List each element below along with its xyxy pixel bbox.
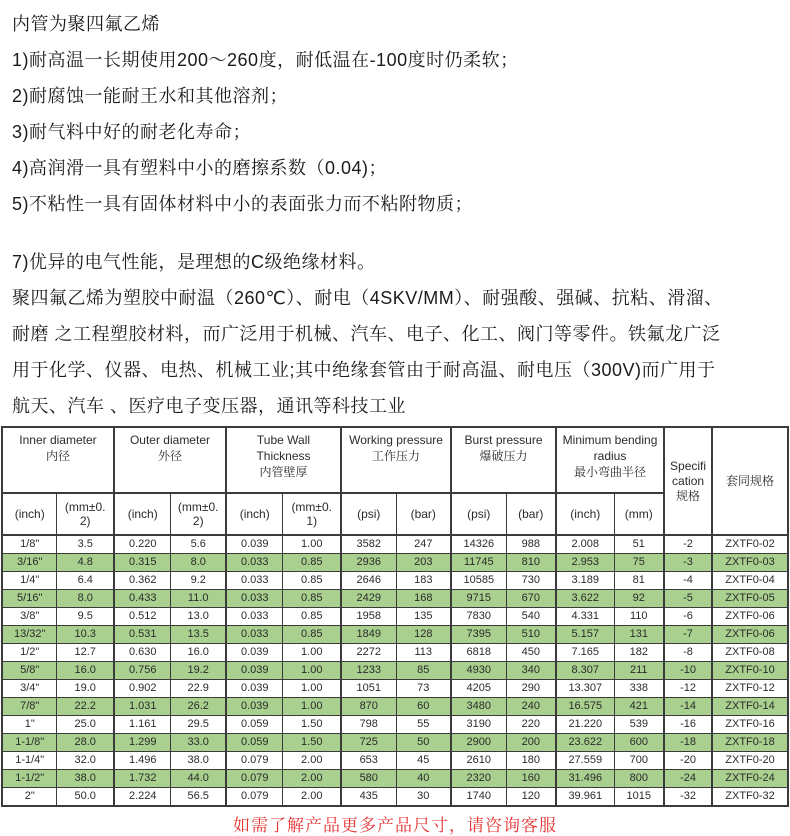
spec-table-header xyxy=(2,427,788,535)
table-row xyxy=(2,734,788,752)
table-cell: 38.0 xyxy=(57,770,114,788)
table-cell: 1.00 xyxy=(283,680,341,698)
table-row xyxy=(2,788,788,807)
table-cell: 110 xyxy=(614,608,664,626)
table-cell: 7395 xyxy=(451,626,506,644)
table-cell: 1/4" xyxy=(2,572,57,590)
table-cell: 3.5 xyxy=(57,535,114,554)
description-line: 用于化学、仪器、电热、机械工业;其中绝缘套管由于耐高温、耐电压（300V)而广用于 xyxy=(12,360,716,380)
table-cell: 3.189 xyxy=(556,572,614,590)
col-subheader: (mm±0.2) xyxy=(57,493,114,535)
table-cell: 540 xyxy=(506,608,556,626)
table-cell: 8.307 xyxy=(556,662,614,680)
table-cell: 1051 xyxy=(341,680,396,698)
table-cell: -18 xyxy=(664,734,712,752)
table-cell: 203 xyxy=(396,554,451,572)
table-cell: 81 xyxy=(614,572,664,590)
table-cell: 2.008 xyxy=(556,535,614,554)
col-subheader: (bar) xyxy=(506,493,556,535)
table-cell: 3582 xyxy=(341,535,396,554)
table-cell: 0.079 xyxy=(226,788,283,807)
table-cell: 2.00 xyxy=(283,752,341,770)
col-header-zh: 内径 xyxy=(45,449,70,463)
col-header-zh: 工作压力 xyxy=(372,449,421,463)
table-cell: 13.307 xyxy=(556,680,614,698)
table-row xyxy=(2,608,788,626)
col-header-en: Working pressure xyxy=(349,433,443,447)
col-group-header xyxy=(114,427,226,493)
table-cell: 16.0 xyxy=(57,662,114,680)
table-cell: 1849 xyxy=(341,626,396,644)
table-cell: 12.7 xyxy=(57,644,114,662)
table-cell: 26.2 xyxy=(171,698,226,716)
table-cell: 3/8" xyxy=(2,608,57,626)
table-cell: 85 xyxy=(396,662,451,680)
table-cell: 183 xyxy=(396,572,451,590)
table-cell: ZXTF0-02 xyxy=(712,535,788,554)
table-cell: 5/8" xyxy=(2,662,57,680)
table-cell: 73 xyxy=(396,680,451,698)
table-cell: 2610 xyxy=(451,752,506,770)
table-cell: 798 xyxy=(341,716,396,734)
table-cell: 1-1/4" xyxy=(2,752,57,770)
table-row xyxy=(2,716,788,734)
spec-table-body xyxy=(2,535,788,806)
table-cell: 7830 xyxy=(451,608,506,626)
table-cell: 10585 xyxy=(451,572,506,590)
table-cell: 1/2" xyxy=(2,644,57,662)
table-cell: 653 xyxy=(341,752,396,770)
table-cell: ZXTF0-16 xyxy=(712,716,788,734)
table-cell: 338 xyxy=(614,680,664,698)
table-cell: 870 xyxy=(341,698,396,716)
table-cell: 1958 xyxy=(341,608,396,626)
col-group-header xyxy=(226,427,341,493)
table-cell: 13.0 xyxy=(171,608,226,626)
col-subheader: (inch) xyxy=(226,493,283,535)
description-line: 5)不粘性一具有固体材料中小的表面张力而不粘附物质； xyxy=(12,194,474,214)
table-cell: 4.331 xyxy=(556,608,614,626)
col-subheader: (bar) xyxy=(396,493,451,535)
table-cell: -20 xyxy=(664,752,712,770)
table-cell: 1.00 xyxy=(283,698,341,716)
table-cell: 160 xyxy=(506,770,556,788)
table-cell: 435 xyxy=(341,788,396,807)
table-cell: 2" xyxy=(2,788,57,807)
description-line: 4)高润滑一具有塑料中小的磨擦系数（0.04)； xyxy=(12,158,388,178)
col-header-zh: 规格 xyxy=(676,488,701,503)
col-header-zh: 内管壁厚 xyxy=(259,465,308,479)
table-cell: 1.732 xyxy=(114,770,171,788)
description-line: 内管为聚四氟乙烯 xyxy=(12,14,160,34)
table-cell: 50 xyxy=(396,734,451,752)
col-header-en: Outer diameter xyxy=(129,433,210,447)
table-row xyxy=(2,626,788,644)
table-cell: 988 xyxy=(506,535,556,554)
table-cell: ZXTF0-04 xyxy=(712,572,788,590)
table-cell: ZXTF0-14 xyxy=(712,698,788,716)
table-row xyxy=(2,554,788,572)
table-cell: 8.0 xyxy=(171,554,226,572)
table-cell: 0.059 xyxy=(226,716,283,734)
table-row xyxy=(2,572,788,590)
table-cell: 1.00 xyxy=(283,535,341,554)
description-line: 耐磨 之工程塑胶材料，而广泛用于机械、汽车、电子、化工、阀门等零件。铁氟龙广泛 xyxy=(12,324,721,344)
table-cell: 22.9 xyxy=(171,680,226,698)
table-cell: 580 xyxy=(341,770,396,788)
table-cell: 16.575 xyxy=(556,698,614,716)
table-cell: 0.039 xyxy=(226,662,283,680)
col-group-header xyxy=(2,427,114,493)
table-cell: 3/4" xyxy=(2,680,57,698)
table-cell: 200 xyxy=(506,734,556,752)
table-cell: 2.00 xyxy=(283,770,341,788)
contact-support-note: 如需了解产品更多产品尺寸，请咨询客服 xyxy=(233,816,557,835)
table-cell: ZXTF0-12 xyxy=(712,680,788,698)
table-cell: 45 xyxy=(396,752,451,770)
table-cell: -3 xyxy=(664,554,712,572)
table-cell: 182 xyxy=(614,644,664,662)
table-cell: 0.039 xyxy=(226,535,283,554)
table-cell: 0.033 xyxy=(226,554,283,572)
col-header-en: Tube Wall Thickness xyxy=(256,433,311,463)
table-cell: -6 xyxy=(664,608,712,626)
table-cell: 2.224 xyxy=(114,788,171,807)
table-cell: 211 xyxy=(614,662,664,680)
table-cell: 5.157 xyxy=(556,626,614,644)
table-cell: 0.512 xyxy=(114,608,171,626)
table-cell: 450 xyxy=(506,644,556,662)
col-group-header xyxy=(556,427,664,493)
table-cell: 340 xyxy=(506,662,556,680)
table-cell: 1/8" xyxy=(2,535,57,554)
table-cell: 4205 xyxy=(451,680,506,698)
table-cell: 8.0 xyxy=(57,590,114,608)
table-cell: 131 xyxy=(614,626,664,644)
table-row xyxy=(2,535,788,554)
table-cell: 1015 xyxy=(614,788,664,807)
col-header-zh: 外径 xyxy=(157,449,182,463)
table-cell: -2 xyxy=(664,535,712,554)
table-cell: 7.165 xyxy=(556,644,614,662)
table-cell: 0.079 xyxy=(226,770,283,788)
table-cell: 51 xyxy=(614,535,664,554)
col-subheader: (mm) xyxy=(614,493,664,535)
table-cell: 0.033 xyxy=(226,626,283,644)
table-cell: 11.0 xyxy=(171,590,226,608)
table-cell: 23.622 xyxy=(556,734,614,752)
table-cell: 0.85 xyxy=(283,590,341,608)
table-cell: 510 xyxy=(506,626,556,644)
table-cell: 31.496 xyxy=(556,770,614,788)
table-cell: 0.433 xyxy=(114,590,171,608)
table-cell: 0.85 xyxy=(283,554,341,572)
col-subheader: (inch) xyxy=(114,493,171,535)
table-cell: 4.8 xyxy=(57,554,114,572)
table-cell: -12 xyxy=(664,680,712,698)
table-cell: 13/32" xyxy=(2,626,57,644)
table-cell: 135 xyxy=(396,608,451,626)
table-row xyxy=(2,662,788,680)
table-cell: 16.0 xyxy=(171,644,226,662)
table-cell: 6.4 xyxy=(57,572,114,590)
table-cell: ZXTF0-18 xyxy=(712,734,788,752)
table-cell: 240 xyxy=(506,698,556,716)
table-cell: 0.902 xyxy=(114,680,171,698)
table-cell: 30 xyxy=(396,788,451,807)
table-cell: 670 xyxy=(506,590,556,608)
table-row xyxy=(2,590,788,608)
table-cell: 120 xyxy=(506,788,556,807)
table-cell: 55 xyxy=(396,716,451,734)
table-cell: 0.079 xyxy=(226,752,283,770)
table-cell: 3/16" xyxy=(2,554,57,572)
table-cell: 1740 xyxy=(451,788,506,807)
table-cell: -14 xyxy=(664,698,712,716)
table-cell: 4930 xyxy=(451,662,506,680)
table-cell: 75 xyxy=(614,554,664,572)
col-header-en: Burst pressure xyxy=(464,433,543,447)
table-cell: ZXTF0-08 xyxy=(712,644,788,662)
header-group-row xyxy=(2,427,788,493)
table-cell: 1.00 xyxy=(283,662,341,680)
col-group-header xyxy=(451,427,556,493)
table-cell: ZXTF0-05 xyxy=(712,590,788,608)
table-cell: 1" xyxy=(2,716,57,734)
table-cell: 1233 xyxy=(341,662,396,680)
col-header-en: Specification xyxy=(670,458,707,488)
table-cell: 800 xyxy=(614,770,664,788)
table-cell: 290 xyxy=(506,680,556,698)
col-header-zh: 爆破压力 xyxy=(479,449,528,463)
table-cell: 2936 xyxy=(341,554,396,572)
table-cell: 32.0 xyxy=(57,752,114,770)
description-line: 聚四氟乙烯为塑胶中耐温（260℃）、耐电（4SKV/MM）、耐强酸、强碱、抗粘、滑溜、 xyxy=(12,288,723,308)
table-cell: -24 xyxy=(664,770,712,788)
table-cell: 92 xyxy=(614,590,664,608)
table-cell: 168 xyxy=(396,590,451,608)
table-cell: 9.5 xyxy=(57,608,114,626)
table-cell: 2320 xyxy=(451,770,506,788)
table-row xyxy=(2,644,788,662)
table-cell: 9715 xyxy=(451,590,506,608)
table-row xyxy=(2,752,788,770)
col-subheader: (mm±0.1) xyxy=(283,493,341,535)
table-cell: 220 xyxy=(506,716,556,734)
table-cell: 5/16" xyxy=(2,590,57,608)
table-cell: ZXTF0-10 xyxy=(712,662,788,680)
table-cell: 1.161 xyxy=(114,716,171,734)
table-cell: 21.220 xyxy=(556,716,614,734)
col-header-en: Inner diameter xyxy=(19,433,97,447)
table-cell: 39.961 xyxy=(556,788,614,807)
table-cell: 28.0 xyxy=(57,734,114,752)
table-cell: 0.85 xyxy=(283,608,341,626)
table-cell: 3190 xyxy=(451,716,506,734)
table-cell: 1-1/8" xyxy=(2,734,57,752)
table-cell: 6818 xyxy=(451,644,506,662)
table-cell: 0.039 xyxy=(226,644,283,662)
table-cell: ZXTF0-03 xyxy=(712,554,788,572)
col-subheader: (psi) xyxy=(341,493,396,535)
table-cell: 22.2 xyxy=(57,698,114,716)
table-cell: 1.00 xyxy=(283,644,341,662)
description-line: 3)耐气料中好的耐老化寿命； xyxy=(12,122,252,142)
table-cell: 0.362 xyxy=(114,572,171,590)
table-cell: 1.50 xyxy=(283,734,341,752)
table-cell: ZXTF0-24 xyxy=(712,770,788,788)
table-cell: ZXTF0-20 xyxy=(712,752,788,770)
table-cell: 730 xyxy=(506,572,556,590)
table-cell: 0.756 xyxy=(114,662,171,680)
description-line: 1)耐高温一长期使用200～260度，耐低温在-100度时仍柔软； xyxy=(12,50,519,70)
table-cell: -8 xyxy=(664,644,712,662)
table-cell: 0.85 xyxy=(283,626,341,644)
table-cell: 0.630 xyxy=(114,644,171,662)
table-cell: 9.2 xyxy=(171,572,226,590)
col-subheader: (mm±0.2) xyxy=(171,493,226,535)
table-cell: 700 xyxy=(614,752,664,770)
table-cell: 0.315 xyxy=(114,554,171,572)
table-cell: 0.059 xyxy=(226,734,283,752)
table-cell: 600 xyxy=(614,734,664,752)
col-subheader: (psi) xyxy=(451,493,506,535)
table-cell: 19.2 xyxy=(171,662,226,680)
table-cell: 0.85 xyxy=(283,572,341,590)
description-line: 7)优异的电气性能，是理想的C级绝缘材料。 xyxy=(12,252,376,272)
table-cell: 2.953 xyxy=(556,554,614,572)
spec-table xyxy=(1,426,789,807)
table-cell: 0.033 xyxy=(226,608,283,626)
table-cell: 113 xyxy=(396,644,451,662)
table-cell: 128 xyxy=(396,626,451,644)
table-cell: 0.531 xyxy=(114,626,171,644)
table-cell: -10 xyxy=(664,662,712,680)
col-subheader: (inch) xyxy=(2,493,57,535)
table-cell: 33.0 xyxy=(171,734,226,752)
table-cell: 10.3 xyxy=(57,626,114,644)
table-cell: 50.0 xyxy=(57,788,114,807)
table-cell: 810 xyxy=(506,554,556,572)
table-cell: 56.5 xyxy=(171,788,226,807)
table-cell: 11745 xyxy=(451,554,506,572)
table-row xyxy=(2,698,788,716)
table-cell: 27.559 xyxy=(556,752,614,770)
table-cell: ZXTF0-06 xyxy=(712,608,788,626)
table-cell: 38.0 xyxy=(171,752,226,770)
table-cell: 2429 xyxy=(341,590,396,608)
table-cell: 1.031 xyxy=(114,698,171,716)
table-cell: 180 xyxy=(506,752,556,770)
table-cell: 19.0 xyxy=(57,680,114,698)
table-cell: ZXTF0-06 xyxy=(712,626,788,644)
table-cell: -5 xyxy=(664,590,712,608)
table-cell: 14326 xyxy=(451,535,506,554)
col-subheader: (inch) xyxy=(556,493,614,535)
col-header-zh: 套同规格 xyxy=(726,473,775,488)
col-group-header xyxy=(712,427,788,535)
description-line: 航天、汽车 、医疗电子变压器，通讯等科技工业 xyxy=(12,396,406,416)
table-cell: 1.496 xyxy=(114,752,171,770)
table-cell: -16 xyxy=(664,716,712,734)
table-cell: 29.5 xyxy=(171,716,226,734)
table-cell: 247 xyxy=(396,535,451,554)
table-cell: 7/8" xyxy=(2,698,57,716)
table-cell: 5.6 xyxy=(171,535,226,554)
table-cell: 3480 xyxy=(451,698,506,716)
table-cell: 3.622 xyxy=(556,590,614,608)
table-row xyxy=(2,680,788,698)
table-cell: 2900 xyxy=(451,734,506,752)
table-cell: 2646 xyxy=(341,572,396,590)
table-cell: 0.033 xyxy=(226,590,283,608)
table-cell: 60 xyxy=(396,698,451,716)
col-header-zh: 最小弯曲半径 xyxy=(574,465,647,479)
table-cell: 421 xyxy=(614,698,664,716)
table-row xyxy=(2,770,788,788)
description-line: 2)耐腐蚀一能耐王水和其他溶剂； xyxy=(12,86,289,106)
table-cell: 1-1/2" xyxy=(2,770,57,788)
col-group-header xyxy=(664,427,712,535)
table-cell: 1.299 xyxy=(114,734,171,752)
col-group-header xyxy=(341,427,451,493)
table-cell: 0.033 xyxy=(226,572,283,590)
table-cell: 0.039 xyxy=(226,680,283,698)
table-cell: 44.0 xyxy=(171,770,226,788)
table-cell: 2272 xyxy=(341,644,396,662)
description-line xyxy=(12,222,790,244)
table-cell: 2.00 xyxy=(283,788,341,807)
table-cell: -7 xyxy=(664,626,712,644)
table-cell: 725 xyxy=(341,734,396,752)
table-cell: 13.5 xyxy=(171,626,226,644)
col-header-en: Minimum bending radius xyxy=(562,433,658,463)
table-cell: -4 xyxy=(664,572,712,590)
table-cell: 1.50 xyxy=(283,716,341,734)
table-cell: 0.039 xyxy=(226,698,283,716)
table-cell: 0.220 xyxy=(114,535,171,554)
table-cell: 40 xyxy=(396,770,451,788)
table-cell: ZXTF0-32 xyxy=(712,788,788,807)
table-cell: 25.0 xyxy=(57,716,114,734)
table-cell: 539 xyxy=(614,716,664,734)
table-cell: -32 xyxy=(664,788,712,807)
